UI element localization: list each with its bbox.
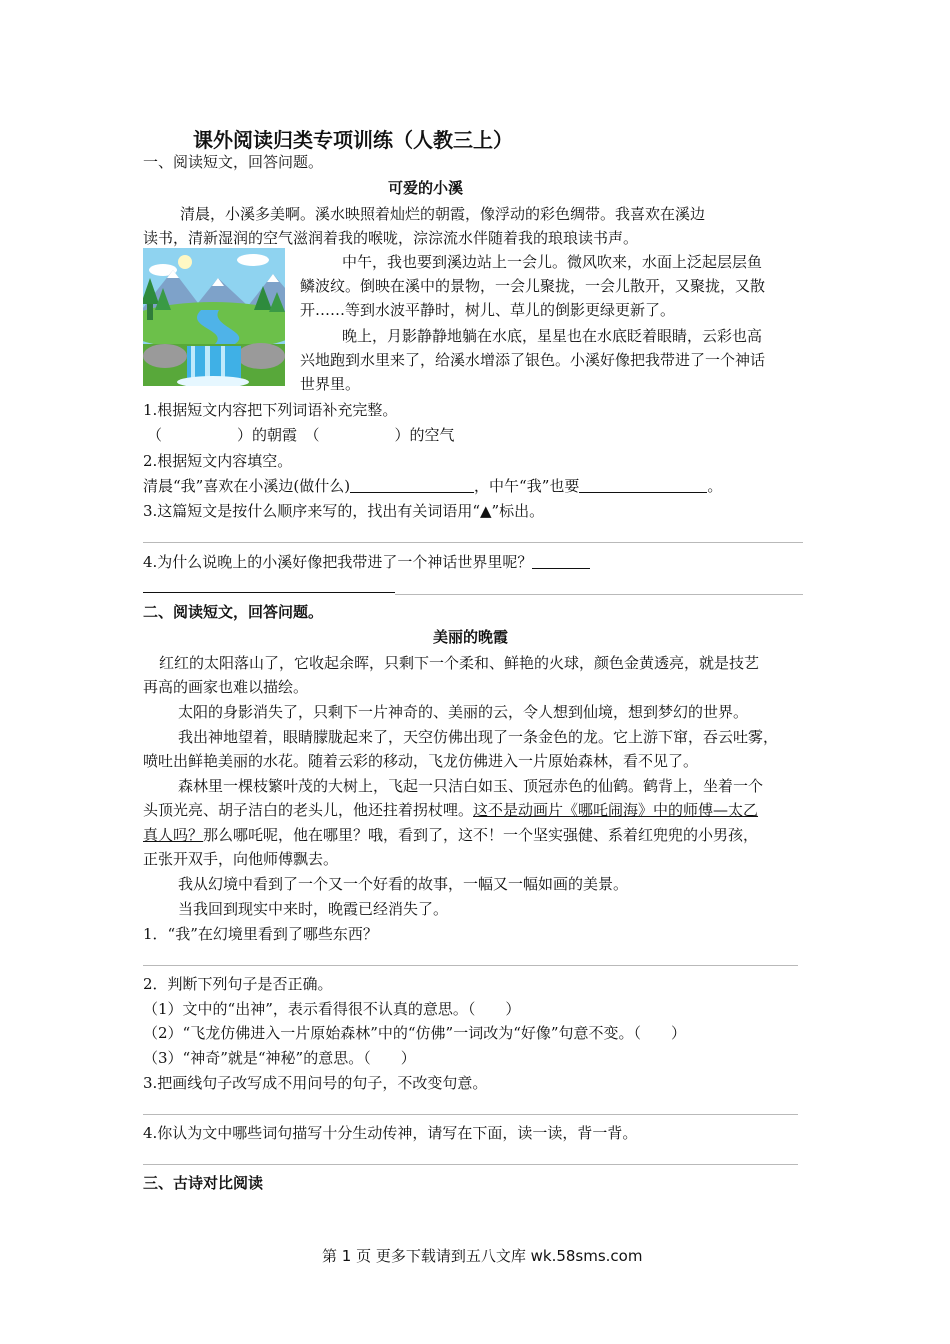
passage-2-line (143, 823, 758, 847)
page-footer: 第 1 页 更多下载请到五八文库 wk.58sms.com (322, 1247, 643, 1265)
passage-2-line: 红红的太阳落山了，它收起余晖，只剩下一个柔和、鲜艳的火球，颜色金黄透亮，就是技艺 (159, 654, 760, 672)
answer-line-short[interactable] (143, 592, 395, 593)
question-1-2-prefix: 清晨“我”喜欢在小溪边(做什么) (143, 477, 351, 495)
question-1-4 (143, 550, 590, 574)
passage-2-line: 喷吐出鲜艳美丽的水花。随着云彩的移动，飞龙仿佛进入一片原始森林，看不见了。 (143, 752, 699, 770)
underlined-sentence: 真人吗？ (143, 826, 204, 844)
question-2-2: 2．判断下列句子是否正确。 (143, 975, 333, 993)
passage-2-line: 当我回到现实中来时，晚霞已经消失了。 (178, 900, 449, 918)
question-2-2-item-1[interactable]: （1）文中的“出神”，表示看得很不认真的意思。（ ） (143, 1000, 521, 1018)
question-2-3: 3.把画线句子改写成不用问号的句子，不改变句意。 (143, 1074, 488, 1092)
question-2-1: 1．“我”在幻境里看到了哪些东西？ (143, 925, 378, 943)
passage-2-text: 头顶光亮、胡子洁白的老头儿，他还拄着拐杖哩。 (143, 801, 474, 819)
underlined-sentence: 这不是动画片《哪吒闹海》中的师傅—太乙 (473, 801, 759, 819)
question-1-2-end: 。 (707, 477, 723, 495)
question-1-1-answer-blanks[interactable]: （ ）的朝霞 （ ）的空气 (147, 426, 455, 444)
section-3-heading: 三、古诗对比阅读 (143, 1174, 264, 1192)
passage-1-line: 兴地跑到水里来了，给溪水增添了银色。小溪好像把我带进了一个神话 (300, 351, 766, 369)
answer-blank-noon[interactable] (579, 474, 707, 493)
passage-2-line (143, 798, 758, 822)
answer-blank-morning[interactable] (350, 474, 474, 493)
question-2-4: 4.你认为文中哪些词句描写十分生动传神，请写在下面，读一读，背一背。 (143, 1124, 638, 1142)
stream-illustration (143, 248, 285, 386)
passage-2-line: 太阳的身影消失了，只剩下一片神奇的、美丽的云，令人想到仙境，想到梦幻的世界。 (178, 703, 749, 721)
question-1-2-fill-line (143, 474, 722, 498)
passage-2-line: 正张开双手，向他师傅飘去。 (143, 850, 339, 868)
passage-1-line: 鳞波纹。倒映在溪中的景物，一会儿聚拢，一会儿散开，又聚拢，又散 (300, 277, 766, 295)
question-2-2-item-2[interactable]: （2）“飞龙仿佛进入一片原始森林”中的“仿佛”一词改为“好像”句意不变。（ ） (143, 1024, 687, 1042)
passage-1-line: 晚上，月影静静地躺在水底，星星也在水底眨着眼睛，云彩也高 (342, 327, 763, 345)
passage-1-title: 可爱的小溪 (388, 179, 464, 197)
passage-1-line: 读书，清新湿润的空气滋润着我的喉咙，淙淙流水伴随着我的琅琅读书声。 (143, 229, 639, 247)
passage-2-text: 那么哪吒呢，他在哪里？哦，看到了，这不！一个坚实强健、系着红兜兜的小男孩， (203, 826, 759, 844)
passage-1-line: 清晨，小溪多美啊。溪水映照着灿烂的朝霞，像浮动的彩色绸带。我喜欢在溪边 (180, 205, 706, 223)
answer-line[interactable] (395, 594, 803, 595)
passage-2-title: 美丽的晚霞 (433, 628, 509, 646)
question-1-4-text: 4.为什么说晚上的小溪好像把我带进了一个神话世界里呢？ (143, 553, 533, 571)
question-1-2-middle: ，中午“我”也要 (474, 477, 580, 495)
passage-1-line: 世界里。 (300, 375, 361, 393)
document-title: 课外阅读归类专项训练（人教三上） (193, 128, 513, 152)
passage-2-line: 我从幻境中看到了一个又一个好看的故事，一幅又一幅如画的美景。 (178, 875, 629, 893)
passage-2-line: 森林里一棵枝繁叶茂的大树上，飞起一只洁白如玉、顶冠赤色的仙鹤。鹤背上，坐着一个 (178, 777, 764, 795)
question-1-2: 2.根据短文内容填空。 (143, 452, 293, 470)
answer-line[interactable] (143, 542, 803, 543)
section-2-heading: 二、阅读短文，回答问题。 (143, 603, 324, 621)
answer-line[interactable] (143, 1164, 798, 1165)
passage-2-line: 我出神地望着，眼睛朦胧起来了，天空仿佛出现了一条金色的龙。它上游下窜，吞云吐雾， (178, 728, 779, 746)
section-1-heading: 一、阅读短文，回答问题。 (143, 153, 324, 171)
question-2-2-item-3[interactable]: （3）“神奇”就是“神秘”的意思。（ ） (143, 1049, 416, 1067)
question-1-1: 1.根据短文内容把下列词语补充完整。 (143, 401, 398, 419)
passage-2-line: 再高的画家也难以描绘。 (143, 678, 309, 696)
passage-1-line: 开……等到水波平静时，树儿、草儿的倒影更绿更新了。 (300, 301, 676, 319)
passage-1-line: 中午，我也要到溪边站上一会儿。微风吹来，水面上泛起层层鱼 (342, 253, 763, 271)
answer-line[interactable] (143, 1114, 798, 1115)
question-1-3: 3.这篇短文是按什么顺序来写的，找出有关词语用“▲”标出。 (143, 502, 545, 520)
answer-line[interactable] (143, 965, 798, 966)
stream-landscape-image (143, 248, 285, 386)
answer-blank-q4[interactable] (532, 550, 590, 569)
